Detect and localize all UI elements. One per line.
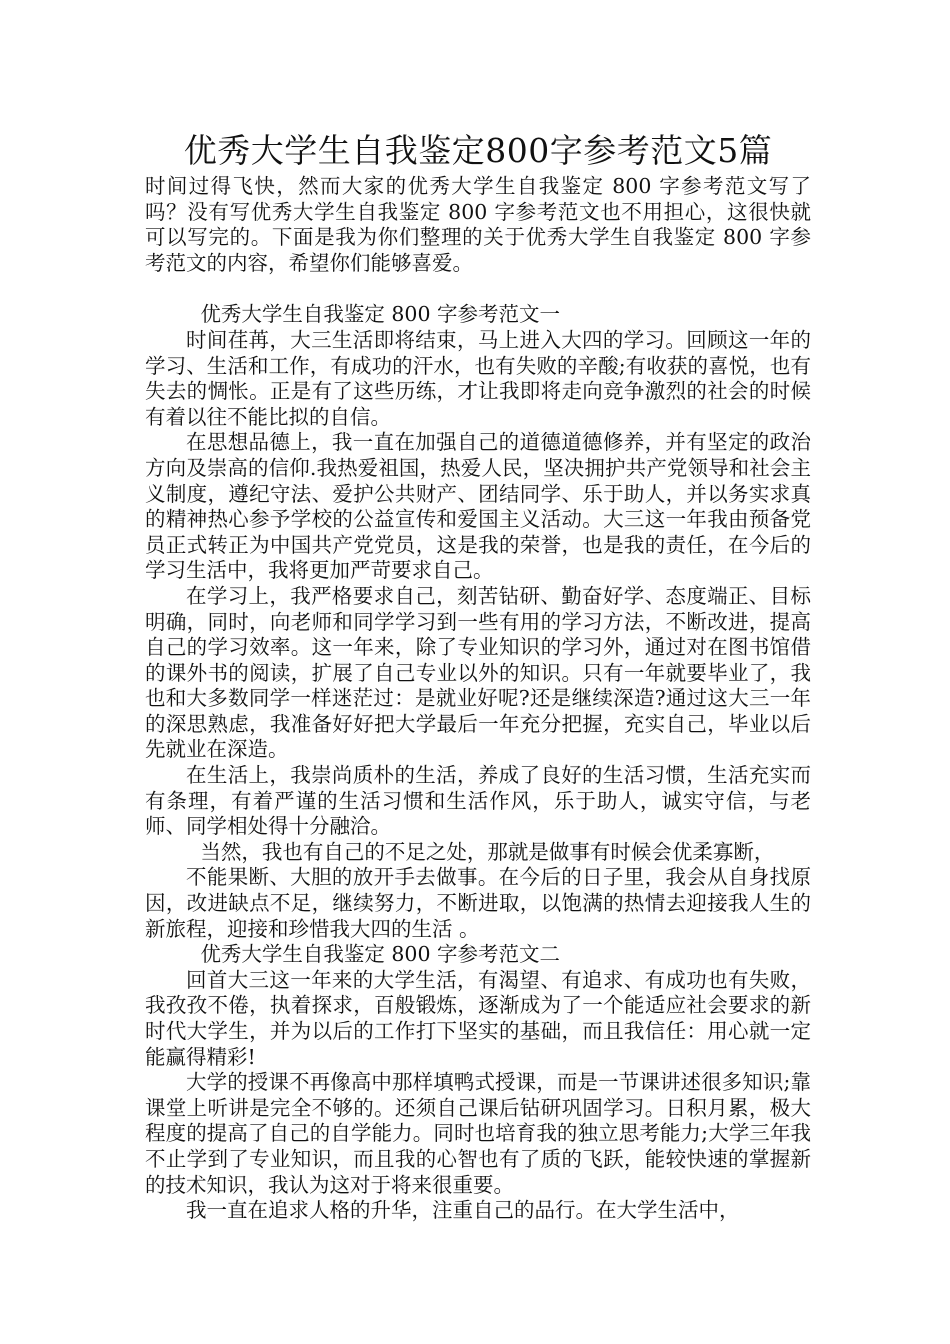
section1-paragraph-5-line: 当然，我也有自己的不足之处，那就是做事有时候会优柔寡断， bbox=[200, 839, 775, 864]
paragraph-gap bbox=[145, 276, 811, 302]
document-title: 优秀大学生自我鉴定800字参考范文5篇 bbox=[183, 131, 773, 170]
section2-paragraph-1: 回首大三这一年来的大学生活，有渴望、有追求、有成功也有失败，我孜孜不倦，执着探求，百般锻炼，逐渐成为了一个能适应社会要求的新时代大学生，并为以后的工作打下坚实的基础，而且我信任：用心就一定能赢得精彩! bbox=[145, 967, 811, 1069]
section-heading-2: 优秀大学生自我鉴定 800 字参考范文二 bbox=[200, 942, 561, 967]
section-heading-1: 优秀大学生自我鉴定 800 字参考范文一 bbox=[200, 302, 561, 327]
section1-paragraph-2: 在思想品德上，我一直在加强自己的道德道德修养，并有坚定的政治方向及崇高的信仰.我热爱祖国，热爱人民，坚决拥护共产党领导和社会主义制度，遵纪守法、爱护公共财产、团结同学、乐于助人，并以务实求真的精神热心参予学校的公益宣传和爱国主义活动。大三这一年我由预备党员正式转正为中国共产党党员，这是我的荣誉，也是我的责任，在今后的学习生活中，我将更加严苛要求自己。 bbox=[145, 430, 811, 583]
section1-paragraph-6: 不能果断、大胆的放开手去做事。在今后的日子里，我会从自身找原因，改进缺点不足，继续努力，不断进取，以饱满的热情去迎接我人生的新旅程，迎接和珍惜我大四的生活 。 bbox=[145, 865, 811, 941]
document-page bbox=[145, 128, 811, 1224]
section2-paragraph-3: 我一直在追求人格的升华，注重自己的品行。在大学生活中， bbox=[186, 1198, 740, 1223]
section1-paragraph-1: 时间荏苒，大三生活即将结束，马上进入大四的学习。回顾这一年的学习、生活和工作，有成功的汗水，也有失败的辛酸;有收获的喜悦，也有失去的惆怅。正是有了这些历练，才让我即将走向竞争激烈的社会的时候有着以往不能比拟的自信。 bbox=[145, 327, 811, 429]
intro-paragraph: 时间过得飞快，然而大家的优秀大学生自我鉴定 800 字参考范文写了吗？没有写优秀大学生自我鉴定 800 字参考范文也不用担心，这很快就可以写完的。下面是我为你们整理的关于优秀大学生自我鉴定 800 字参考范文的内容，希望你们能够喜爱。 bbox=[145, 174, 811, 275]
section1-paragraph-4: 在生活上，我崇尚质朴的生活，养成了良好的生活习惯，生活充实而有条理，有着严谨的生活习惯和生活作风，乐于助人，诚实守信，与老师、同学相处得十分融洽。 bbox=[145, 763, 811, 839]
section2-paragraph-2: 大学的授课不再像高中那样填鸭式授课，而是一节课讲述很多知识;靠课堂上听讲是完全不够的。还须自己课后钻研巩固学习。日积月累，极大程度的提高了自己的自学能力。同时也培育我的独立思考能力;大学三年我不止学到了专业知识，而且我的心智也有了质的飞跃，能较快速的掌握新的技术知识，我认为这对于将来很重要。 bbox=[145, 1070, 811, 1197]
section1-paragraph-3: 在学习上，我严格要求自己，刻苦钻研、勤奋好学、态度端正、目标明确，同时，向老师和同学学习到一些有用的学习方法，不断改进，提高自己的学习效率。这一年来，除了专业知识的学习外，通过对在图书馆借的课外书的阅读，扩展了自己专业以外的知识。只有一年就要毕业了，我也和大多数同学一样迷茫过：是就业好呢?还是继续深造?通过这大三一年的深思熟虑，我准备好好把大学最后一年充分把握，充实自己，毕业以后先就业在深造。 bbox=[145, 583, 811, 762]
